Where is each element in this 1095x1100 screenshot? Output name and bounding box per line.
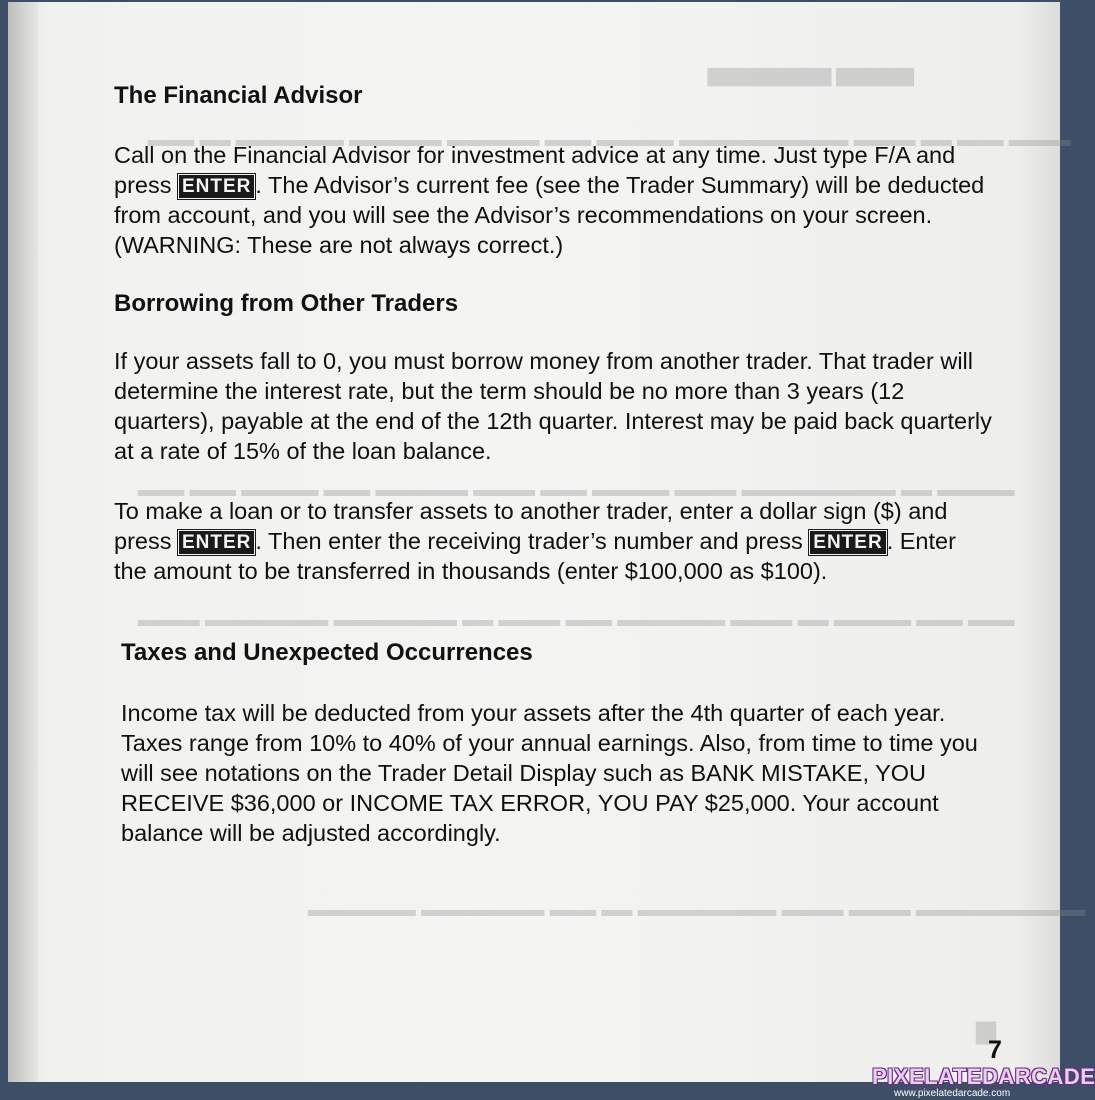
show-through-decoration: ▂▂▂▂▂▂▂▂▂▂▂ ▂▂▂▂ ▂▂▂▂ ▂▂▂▂▂▂▂▂▂ ▂▂ ▂▂▂ ▂▂▂▂▂▂▂▂ ▂▂▂▂▂▂▂ [308, 894, 1086, 916]
enter-key-glyph: ENTER [178, 174, 255, 199]
section-heading-taxes: Taxes and Unexpected Occurrences [121, 639, 533, 666]
financial-advisor-text: Call on the Financial Advisor for investment advice at any time. Just type F/A and press ENTER . The Advisor’s current fee (see the Trader Summary) will be deducted from account, and you will see the Advisor’s recommendations on your screen. (WARNING: These are not always correct.) [114, 142, 985, 258]
show-through-decoration: ▆▆▆▆▆ ▆▆▆▆▆▆▆▆ [708, 64, 914, 86]
page-spine-shadow [8, 2, 38, 1082]
manual-page [8, 2, 1086, 1082]
enter-key-glyph: ENTER [178, 530, 255, 555]
watermark-logo: PIXELATEDARCADE [872, 1064, 1095, 1089]
enter-key-glyph: ENTER [809, 530, 886, 555]
watermark-url: www.pixelatedarcade.com [894, 1088, 1011, 1099]
show-through-decoration: ▆ [976, 1014, 996, 1044]
page-number: 7 [988, 1036, 1002, 1064]
show-through-decoration: ▂▂▂▂ ▂▂▂ ▂▂ ▂▂▂▂ ▂▂▂▂▂▂▂▂▂▂▂ ▂▂▂▂▂ ▂▂▂ ▂▂▂▂▂▂ ▂▂▂▂▂▂ ▂▂▂▂▂▂▂ ▂▂ ▂▂▂ [148, 124, 1071, 146]
section-heading-financial-advisor: The Financial Advisor [114, 82, 363, 109]
show-through-decoration: ▂▂▂ ▂▂▂ ▂▂▂▂▂ ▂▂ ▂▂▂▂ ▂▂▂▂▂▂▂ ▂▂▂ ▂▂▂▂ ▂▂ ▂▂▂▂▂▂▂▂ ▂▂▂▂▂▂▂▂ ▂▂▂▂ [138, 604, 1015, 626]
section-heading-borrowing: Borrowing from Other Traders [114, 290, 459, 317]
taxes-text: Income tax will be deducted from your assets after the 4th quarter of each year. Taxes range from 10% to 40% of your annual earnings. Also, from time to time you will see notations on the Trader Detail Display such as BANK MISTAKE, YOU RECEIVE $36,000 or INCOME TAX ERROR, YOU PAY $25,000. Your account balance will be adjusted accordingly. [121, 700, 978, 846]
show-through-decoration: ▂▂▂▂▂ ▂▂ ▂▂▂▂▂▂▂▂▂▂ ▂▂▂▂ ▂▂▂▂▂ ▂▂▂ ▂▂▂▂ ▂▂▂▂▂▂ ▂▂▂ ▂▂▂▂▂ ▂▂▂ ▂▂▂ [138, 474, 1015, 496]
borrowing-text: If your assets fall to 0, you must borrow money from another trader. That trader will determine the interest rate, but the term should be no more than 3 years (12 quarters), payable at the end of the 12th quarter. Interest may be paid back quarterly at a rate of 15% of the loan balance. [114, 348, 992, 464]
loan-transfer-text: To make a loan or to transfer assets to another trader, enter a dollar sign ($) and press ENTER . Then enter the receiving trader’s number and press ENTER . Enter the amount to be transferred in thousands (enter $100,000 as $100). [114, 498, 956, 584]
